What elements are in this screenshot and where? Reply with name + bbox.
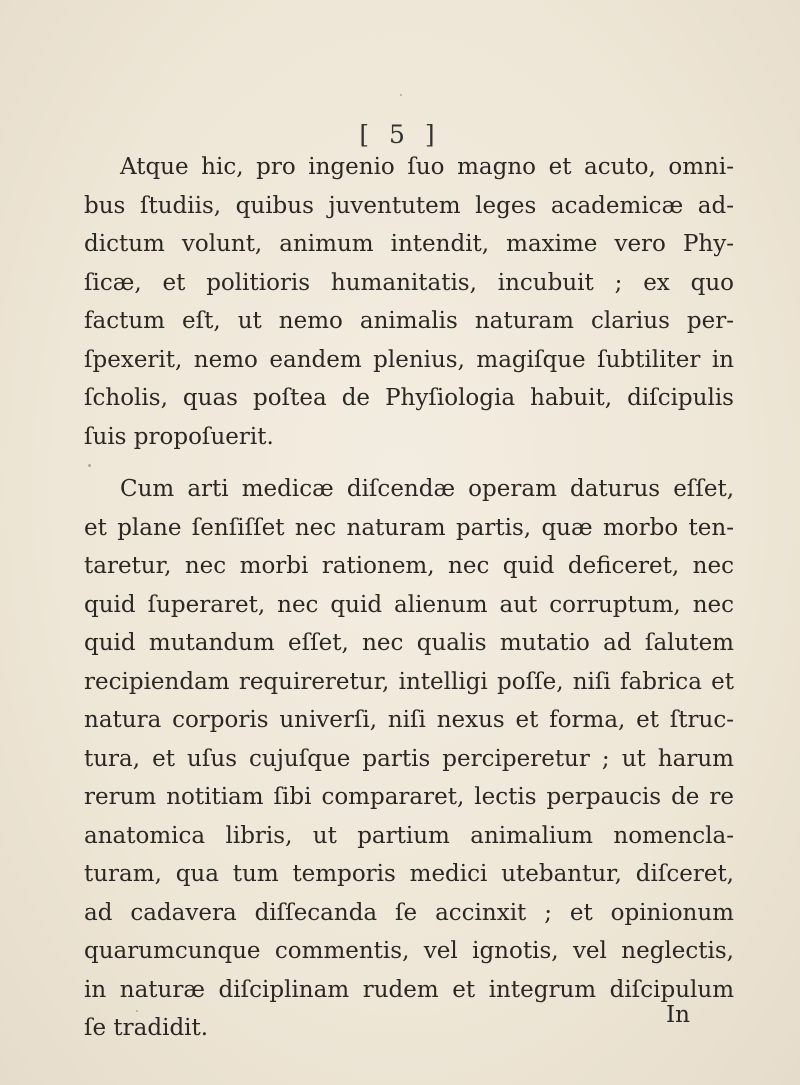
paragraph-1 — [84, 148, 734, 456]
text-line: taretur, nec morbi rationem, nec quid deficeret, nec — [84, 553, 734, 579]
text-line: recipiendam requireretur, intelligi poſſe, niſi fabrica et — [84, 668, 734, 695]
text-line: anatomica libris, ut partium animalium nomencla- — [84, 822, 734, 849]
text-line: ſpexerit, nemo eandem plenius, magiſque ſubtiliter in — [84, 346, 734, 373]
text-line: ſe tradidit. — [84, 1015, 209, 1041]
text-line: ad cadavera diſſecanda ſe accinxit ; et opinionum — [84, 899, 734, 926]
text-line: quarumcunque commentis, vel ignotis, vel neglectis, — [84, 938, 734, 964]
text-line: bus ſtudiis, quibus juventutem leges academicæ ad- — [84, 192, 734, 219]
text-line: factum eſt, ut nemo animalis naturam clarius per- — [84, 308, 734, 334]
paper-speck — [88, 464, 91, 467]
text-line: quid mutandum eſſet, nec qualis mutatio ad ſalutem — [84, 630, 734, 656]
text-line: natura corporis univerſi, niſi nexus et forma, et ſtruc- — [84, 707, 734, 733]
text-line: in naturæ diſciplinam rudem et integrum diſcipulum — [84, 976, 734, 1003]
paper-speck — [400, 94, 402, 96]
text-line: et plane ſenſiſſet nec naturam partis, quæ morbo ten- — [84, 514, 734, 541]
text-line: quid ſuperaret, nec quid alienum aut corruptum, nec — [84, 591, 734, 618]
text-line: rerum notitiam ſibi compararet, lectis perpaucis de re — [84, 784, 734, 810]
page-number: [ 5 ] — [359, 120, 441, 149]
text-line: turam, qua tum temporis medici utebantur, diſceret, — [84, 861, 734, 887]
text-line: Atque hic, pro ingenio ſuo magno et acuto, omni- — [120, 154, 734, 180]
text-line: ſicæ, et politioris humanitatis, incubuit ; ex quo — [84, 269, 734, 296]
text-line: ſcholis, quas poſtea de Phyſiologia habuit, diſcipulis — [84, 385, 734, 411]
text-line: ſuis propoſuerit. — [84, 423, 274, 450]
paragraph-2 — [84, 470, 734, 1048]
catchword: In — [666, 1002, 690, 1028]
text-line: dictum volunt, animum intendit, maxime vero Phy- — [84, 231, 734, 257]
paper-speck — [136, 1010, 138, 1012]
text-line: tura, et uſus cujuſque partis perciperetur ; ut harum — [84, 745, 734, 772]
text-line: Cum arti medicæ diſcendæ operam daturus eſſet, — [120, 476, 734, 502]
